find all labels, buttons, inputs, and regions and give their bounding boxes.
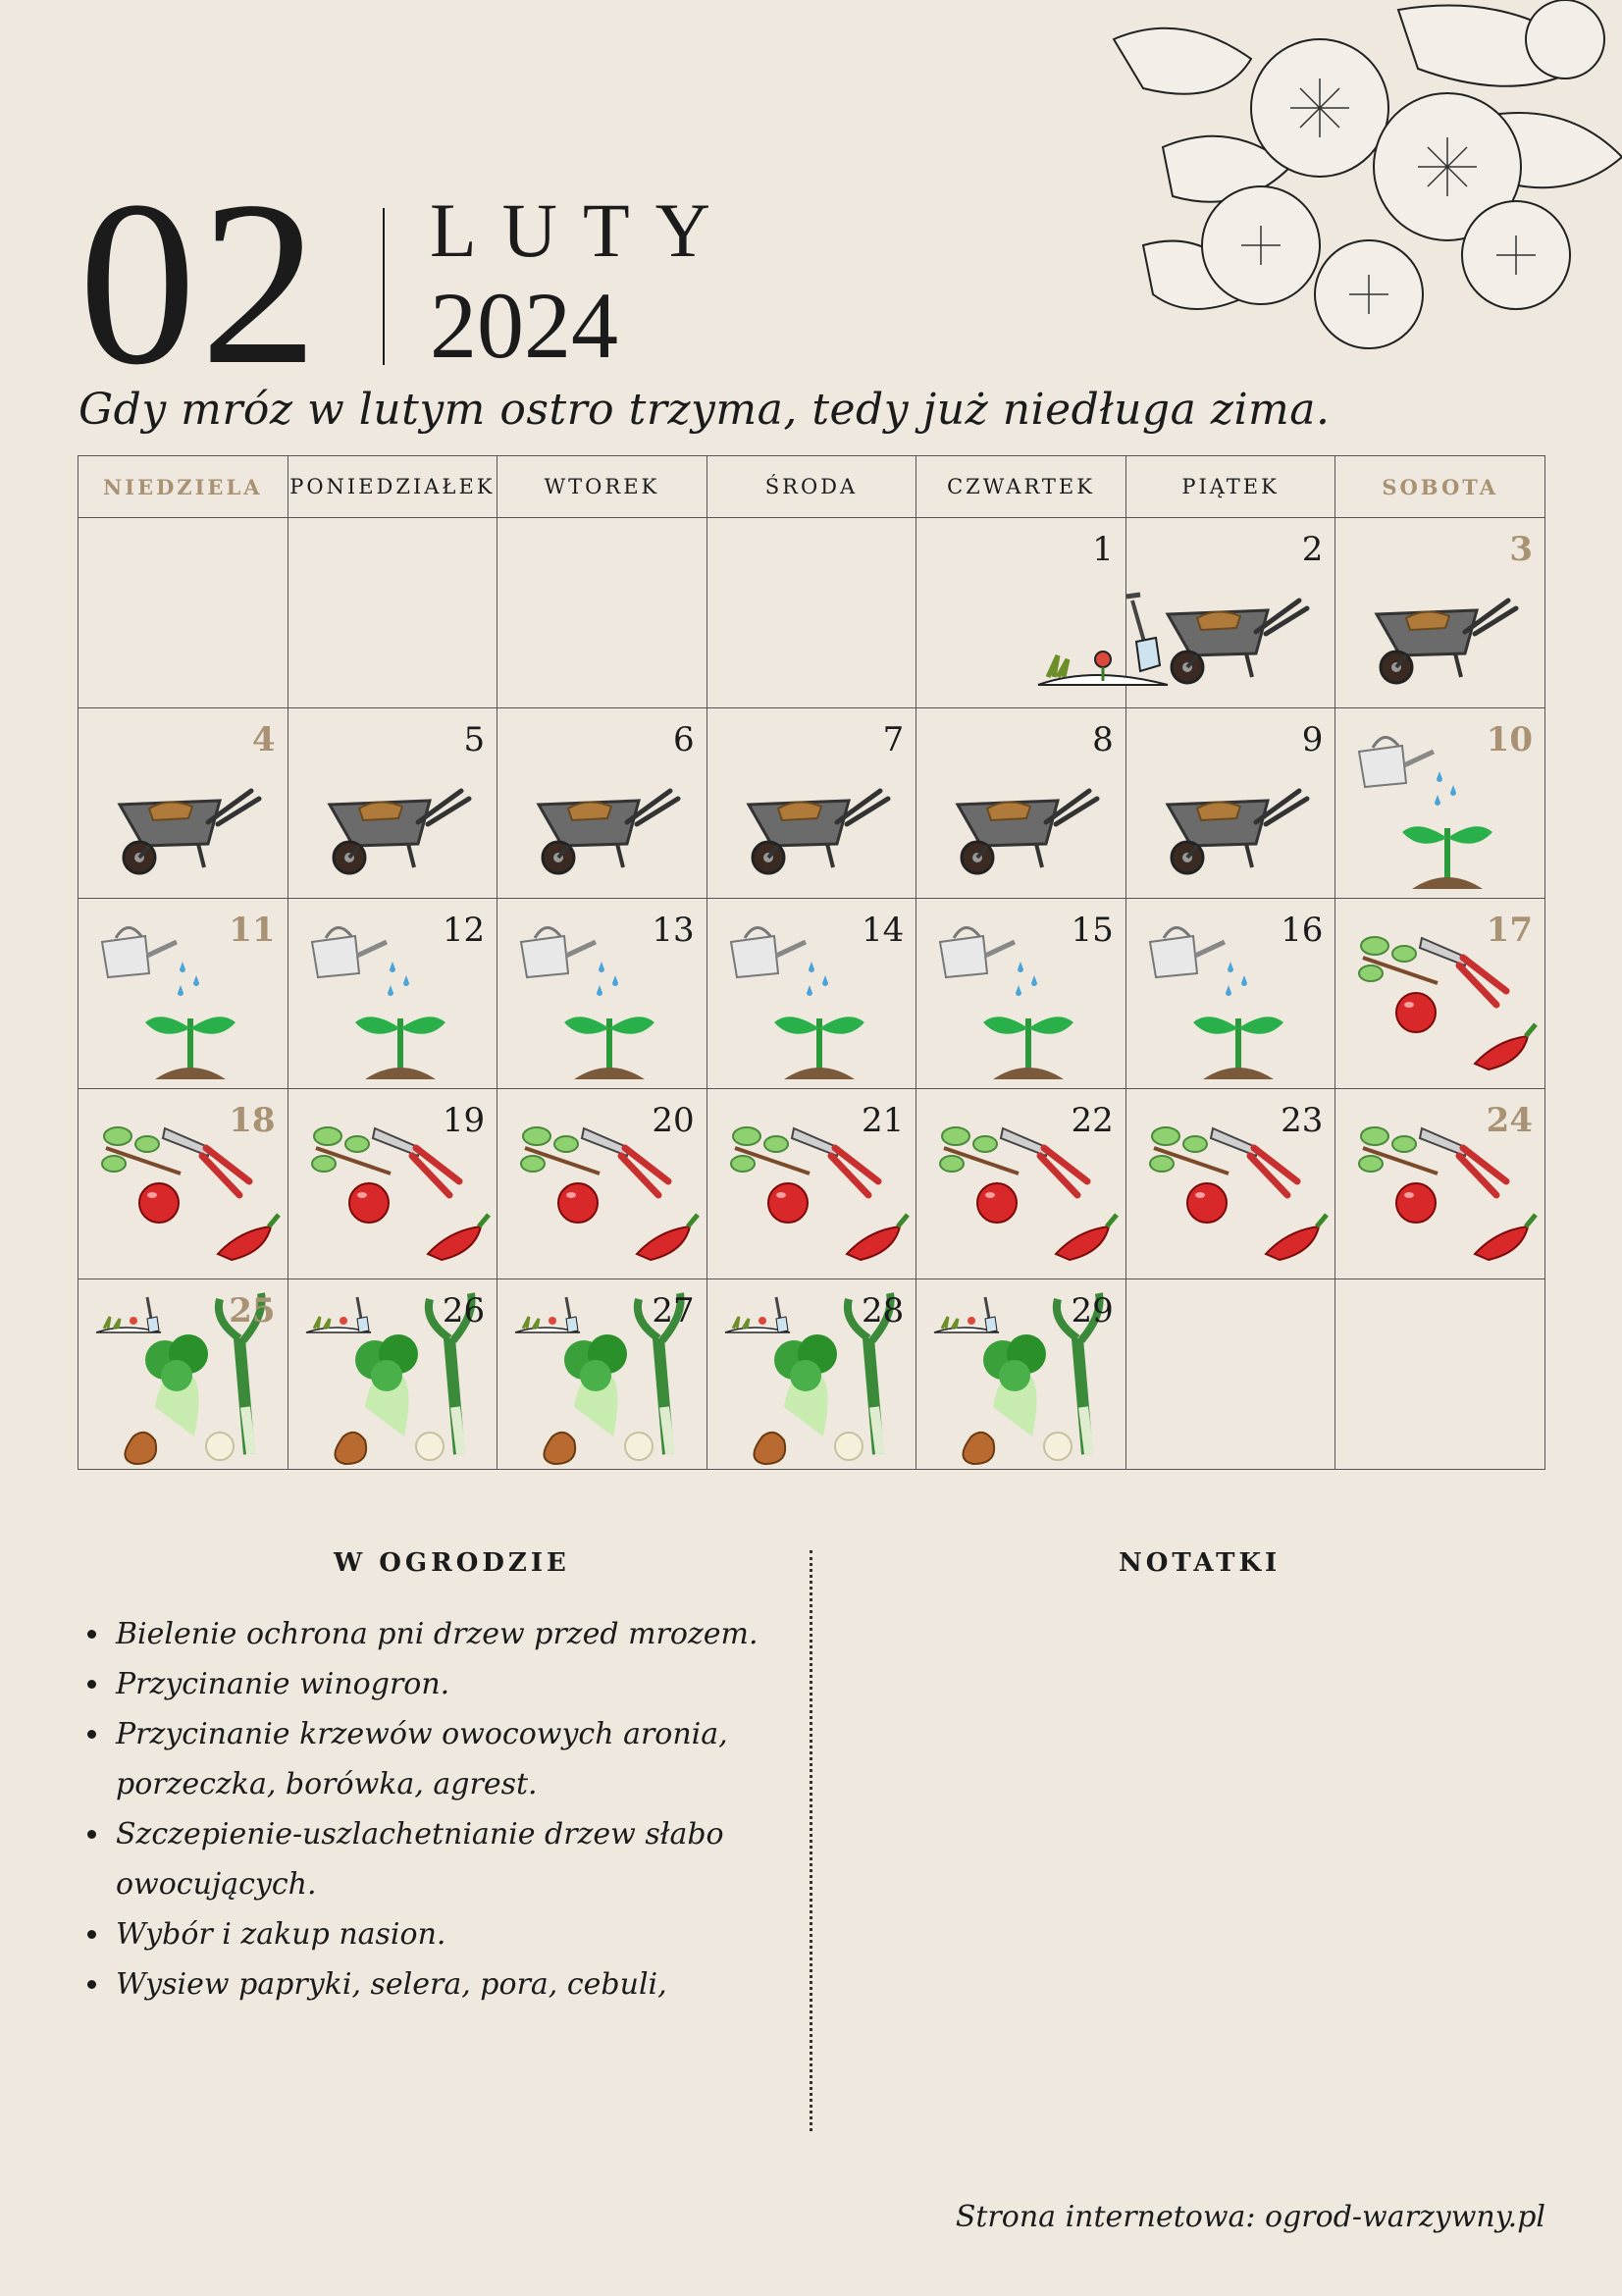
calendar-day-cell (1125, 708, 1335, 899)
calendar-day-cell (497, 1089, 707, 1279)
day-number: 12 (442, 911, 486, 950)
weekday-sunday: NIEDZIELA (78, 456, 288, 518)
calendar-day-cell (1335, 518, 1545, 708)
calendar-day-cell (916, 899, 1126, 1089)
garden-task-item: • Bielenie ochrona pni drzew przed mrozem. (112, 1609, 818, 1659)
calendar-day-cell (706, 708, 916, 899)
garden-task-item: • Przycinanie krzewów owocowych aronia, porzeczka, borówka, agrest. (112, 1709, 818, 1809)
calendar-empty-cell (1335, 1279, 1545, 1470)
calendar-day-cell (1125, 899, 1335, 1089)
wheelbarrow-icon (110, 783, 267, 881)
header-divider (383, 208, 385, 365)
year: 2024 (430, 273, 618, 378)
calendar-day-cell (78, 1089, 288, 1279)
calendar-week-row (78, 1089, 1545, 1279)
wheelbarrow-icon (739, 783, 896, 881)
calendar-empty-cell (706, 518, 916, 708)
day-number: 8 (1092, 720, 1114, 759)
calendar-grid (78, 455, 1545, 1470)
wheelbarrow-icon (529, 783, 686, 881)
wheelbarrow-icon (1158, 783, 1315, 881)
calendar-empty-cell (288, 518, 497, 708)
calendar-day-cell (916, 708, 1126, 899)
day-number: 4 (251, 720, 276, 759)
day-number: 18 (229, 1101, 276, 1140)
day-number: 25 (229, 1291, 276, 1331)
month-name: LUTY (430, 187, 736, 273)
weekday-saturday: SOBOTA (1335, 456, 1545, 518)
day-number: 23 (1281, 1101, 1324, 1140)
calendar-day-cell (706, 1089, 916, 1279)
day-number: 15 (1071, 911, 1114, 950)
calendar-day-cell (916, 1089, 1126, 1279)
day-number: 10 (1486, 720, 1533, 759)
calendar-day-cell (1335, 1089, 1545, 1279)
calendar-day-cell (1335, 899, 1545, 1089)
day-number: 2 (1301, 530, 1324, 569)
calendar-day-cell (288, 1089, 497, 1279)
day-number: 11 (229, 911, 276, 950)
flower-illustration (1104, 0, 1622, 378)
garden-section-title: W OGRODZIE (334, 1548, 570, 1578)
footer-website: Strona internetowa: ogrod-warzywny.pl (955, 2200, 1545, 2234)
day-number: 24 (1486, 1101, 1533, 1140)
notes-section-title: NOTATKI (1119, 1548, 1282, 1578)
calendar-empty-cell (497, 518, 707, 708)
weekday-monday: PONIEDZIAŁEK (288, 456, 497, 518)
day-number: 1 (1092, 530, 1114, 569)
calendar-day-cell (497, 708, 707, 899)
day-number: 27 (652, 1291, 695, 1331)
day-number: 14 (861, 911, 905, 950)
calendar-day-cell (78, 1279, 288, 1470)
calendar-week-row (78, 518, 1545, 708)
day-number: 16 (1281, 911, 1324, 950)
proverb: Gdy mróz w lutym ostro trzyma, tedy już niedługa zima. (78, 385, 1331, 435)
month-number: 02 (78, 152, 322, 413)
garden-task-item: • Wybór i zakup nasion. (112, 1909, 818, 1959)
day-number: 21 (861, 1101, 905, 1140)
garden-task-item: • Wysiew papryki, selera, pora, cebuli, (112, 1959, 818, 2009)
calendar-day-cell (1125, 1089, 1335, 1279)
calendar-empty-cell (1125, 1279, 1335, 1470)
calendar-day-cell (288, 708, 497, 899)
calendar-day-cell (1335, 708, 1545, 899)
calendar-day-cell (916, 518, 1126, 708)
garden-task-item: • Szczepienie-uszlachetnianie drzew słabo owocujących. (112, 1809, 818, 1909)
weekday-header-row (78, 456, 1545, 518)
calendar-day-cell (916, 1279, 1126, 1470)
day-number: 3 (1509, 530, 1533, 569)
day-number: 17 (1486, 911, 1533, 950)
day-number: 9 (1301, 720, 1324, 759)
day-number: 29 (1071, 1291, 1114, 1331)
calendar-day-cell (78, 899, 288, 1089)
day-number: 5 (463, 720, 486, 759)
wheelbarrow-icon (1158, 593, 1315, 691)
calendar-day-cell (288, 1279, 497, 1470)
calendar-day-cell (288, 899, 497, 1089)
weekday-tuesday: WTOREK (497, 456, 707, 518)
calendar-day-cell (497, 899, 707, 1089)
day-number: 13 (652, 911, 695, 950)
day-number: 20 (652, 1101, 695, 1140)
calendar-week-row (78, 708, 1545, 899)
calendar-day-cell (1125, 518, 1335, 708)
wheelbarrow-icon (320, 783, 477, 881)
weekday-thursday: CZWARTEK (916, 456, 1126, 518)
day-number: 7 (882, 720, 905, 759)
garden-task-list (78, 1609, 818, 2009)
wheelbarrow-icon (1367, 593, 1524, 691)
calendar-day-cell (78, 708, 288, 899)
calendar-week-row (78, 899, 1545, 1089)
garden-task-item: • Przycinanie winogron. (112, 1659, 818, 1709)
day-number: 19 (442, 1101, 486, 1140)
day-number: 28 (861, 1291, 905, 1331)
wheelbarrow-icon (948, 783, 1105, 881)
day-number: 26 (442, 1291, 486, 1331)
calendar-day-cell (706, 899, 916, 1089)
day-number: 22 (1071, 1101, 1114, 1140)
weekday-wednesday: ŚRODA (706, 456, 916, 518)
weekday-friday: PIĄTEK (1125, 456, 1335, 518)
calendar-day-cell (497, 1279, 707, 1470)
day-number: 6 (673, 720, 695, 759)
calendar-empty-cell (78, 518, 288, 708)
calendar-day-cell (706, 1279, 916, 1470)
calendar-week-row (78, 1279, 1545, 1470)
